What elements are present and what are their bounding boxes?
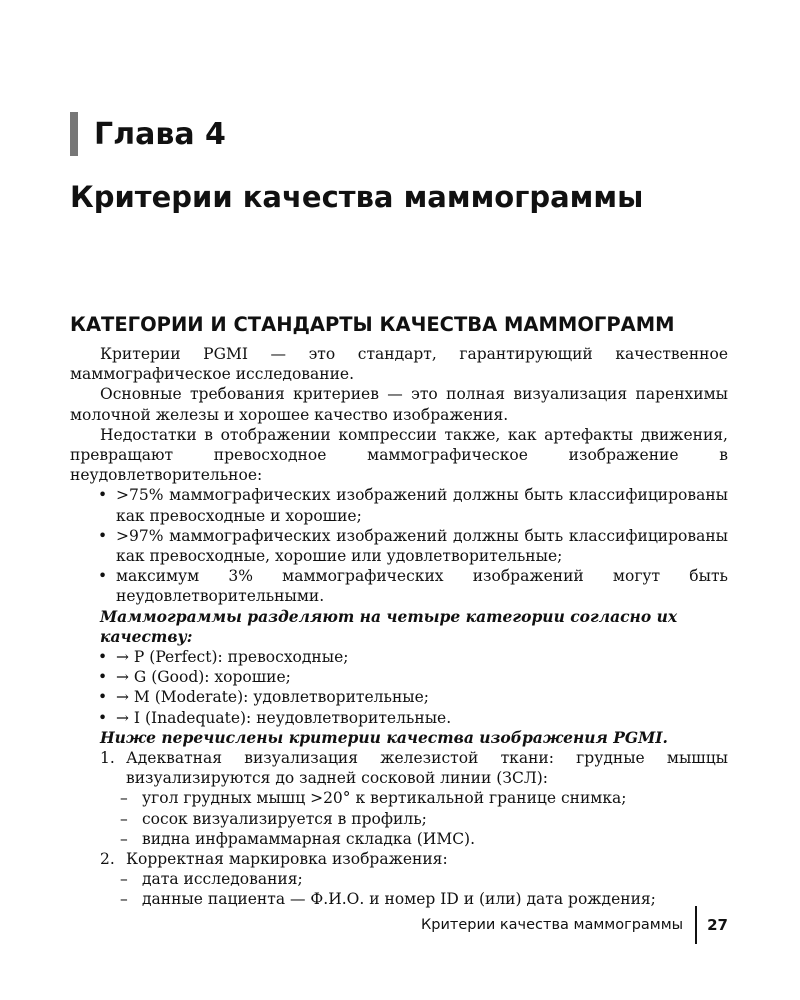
list-item — [70, 647, 728, 667]
body-text — [70, 344, 728, 910]
numbered-item — [70, 748, 728, 788]
dash-marker: – — [120, 789, 128, 808]
sub-item — [70, 788, 728, 808]
footer-divider — [695, 906, 697, 944]
item-number: 2. — [100, 850, 115, 869]
numbered-item — [70, 849, 728, 869]
list-item — [70, 687, 728, 707]
list-item — [70, 526, 728, 566]
numbered-item-text: Адекватная визуализация железистой ткани: грудные мышцы визуализируются до задней сосковой линии (ЗСЛ): — [126, 749, 728, 788]
list-item — [70, 566, 728, 606]
dash-marker: – — [120, 809, 128, 828]
sub-item-text: угол грудных мышц >20° к вертикальной границе снимка; — [142, 789, 627, 808]
bullet-marker: • — [98, 526, 108, 545]
numbered-item-text: Корректная маркировка изображения: — [126, 850, 448, 869]
bullet-marker: • — [98, 708, 108, 727]
dash-marker: – — [120, 890, 128, 909]
item-number: 1. — [100, 749, 115, 768]
list-item-text: >75% маммографических изображений должны быть классифицированы как превосходные и хорошие; — [116, 486, 728, 525]
paragraph: Критерии PGMI — это стандарт, гарантирующий качественное маммографическое исследование. — [70, 345, 728, 384]
categories-intro: Маммограммы разделяют на четыре категории согласно их качеству: — [100, 606, 678, 646]
paragraph: Основные требования критериев — это полная визуализация паренхимы молочной железы и хорошее качество изображения. — [70, 385, 728, 424]
list-item — [70, 485, 728, 525]
criteria-intro: Ниже перечислены критерии качества изображения PGMI. — [100, 727, 668, 747]
list-item-text: максимум 3% маммографических изображений могут быть неудовлетворительными. — [116, 567, 728, 606]
category-item: → G (Good): хорошие; — [116, 668, 291, 687]
sub-item — [70, 829, 728, 849]
bullet-marker: • — [98, 688, 108, 707]
chapter-marker-bar — [70, 112, 78, 156]
sub-item-text: видна инфрамаммарная складка (ИМС). — [142, 829, 476, 848]
list-item — [70, 708, 728, 728]
sub-item — [70, 809, 728, 829]
list-item-text: >97% маммографических изображений должны быть классифицированы как превосходные, хорошие или удовлетворительные; — [116, 526, 728, 566]
paragraph: Недостатки в отображении компрессии также, как артефакты движения, превращают превосходное маммографическое изображение в неудовлетворительное: — [70, 425, 728, 485]
page-footer — [421, 906, 728, 944]
category-item: → P (Perfect): превосходные; — [116, 648, 349, 667]
category-item: → M (Moderate): удовлетворительные; — [116, 688, 430, 707]
bullet-marker: • — [98, 648, 108, 667]
list-item — [70, 667, 728, 687]
dash-marker: – — [120, 829, 128, 848]
dash-marker: – — [120, 870, 128, 889]
bullet-marker: • — [98, 668, 108, 687]
sub-item-text: дата исследования; — [142, 870, 303, 889]
running-title: Критерии качества маммограммы — [420, 917, 684, 933]
chapter-title: Критерии качества маммограммы — [70, 180, 644, 214]
sub-item-text: сосок визуализируется в профиль; — [142, 809, 427, 828]
chapter-label — [70, 112, 226, 156]
sub-item-text: данные пациента — Ф.И.О. и номер ID и (или) дата рождения; — [142, 890, 656, 909]
page-number: 27 — [707, 916, 728, 934]
section-heading: КАТЕГОРИИ И СТАНДАРТЫ КАЧЕСТВА МАММОГРАММ — [70, 313, 675, 336]
sub-item — [70, 869, 728, 889]
category-item: → I (Inadequate): неудовлетворительные. — [116, 708, 452, 727]
bullet-marker: • — [98, 486, 108, 505]
chapter-number: Глава 4 — [94, 116, 226, 152]
bullet-marker: • — [98, 567, 108, 586]
